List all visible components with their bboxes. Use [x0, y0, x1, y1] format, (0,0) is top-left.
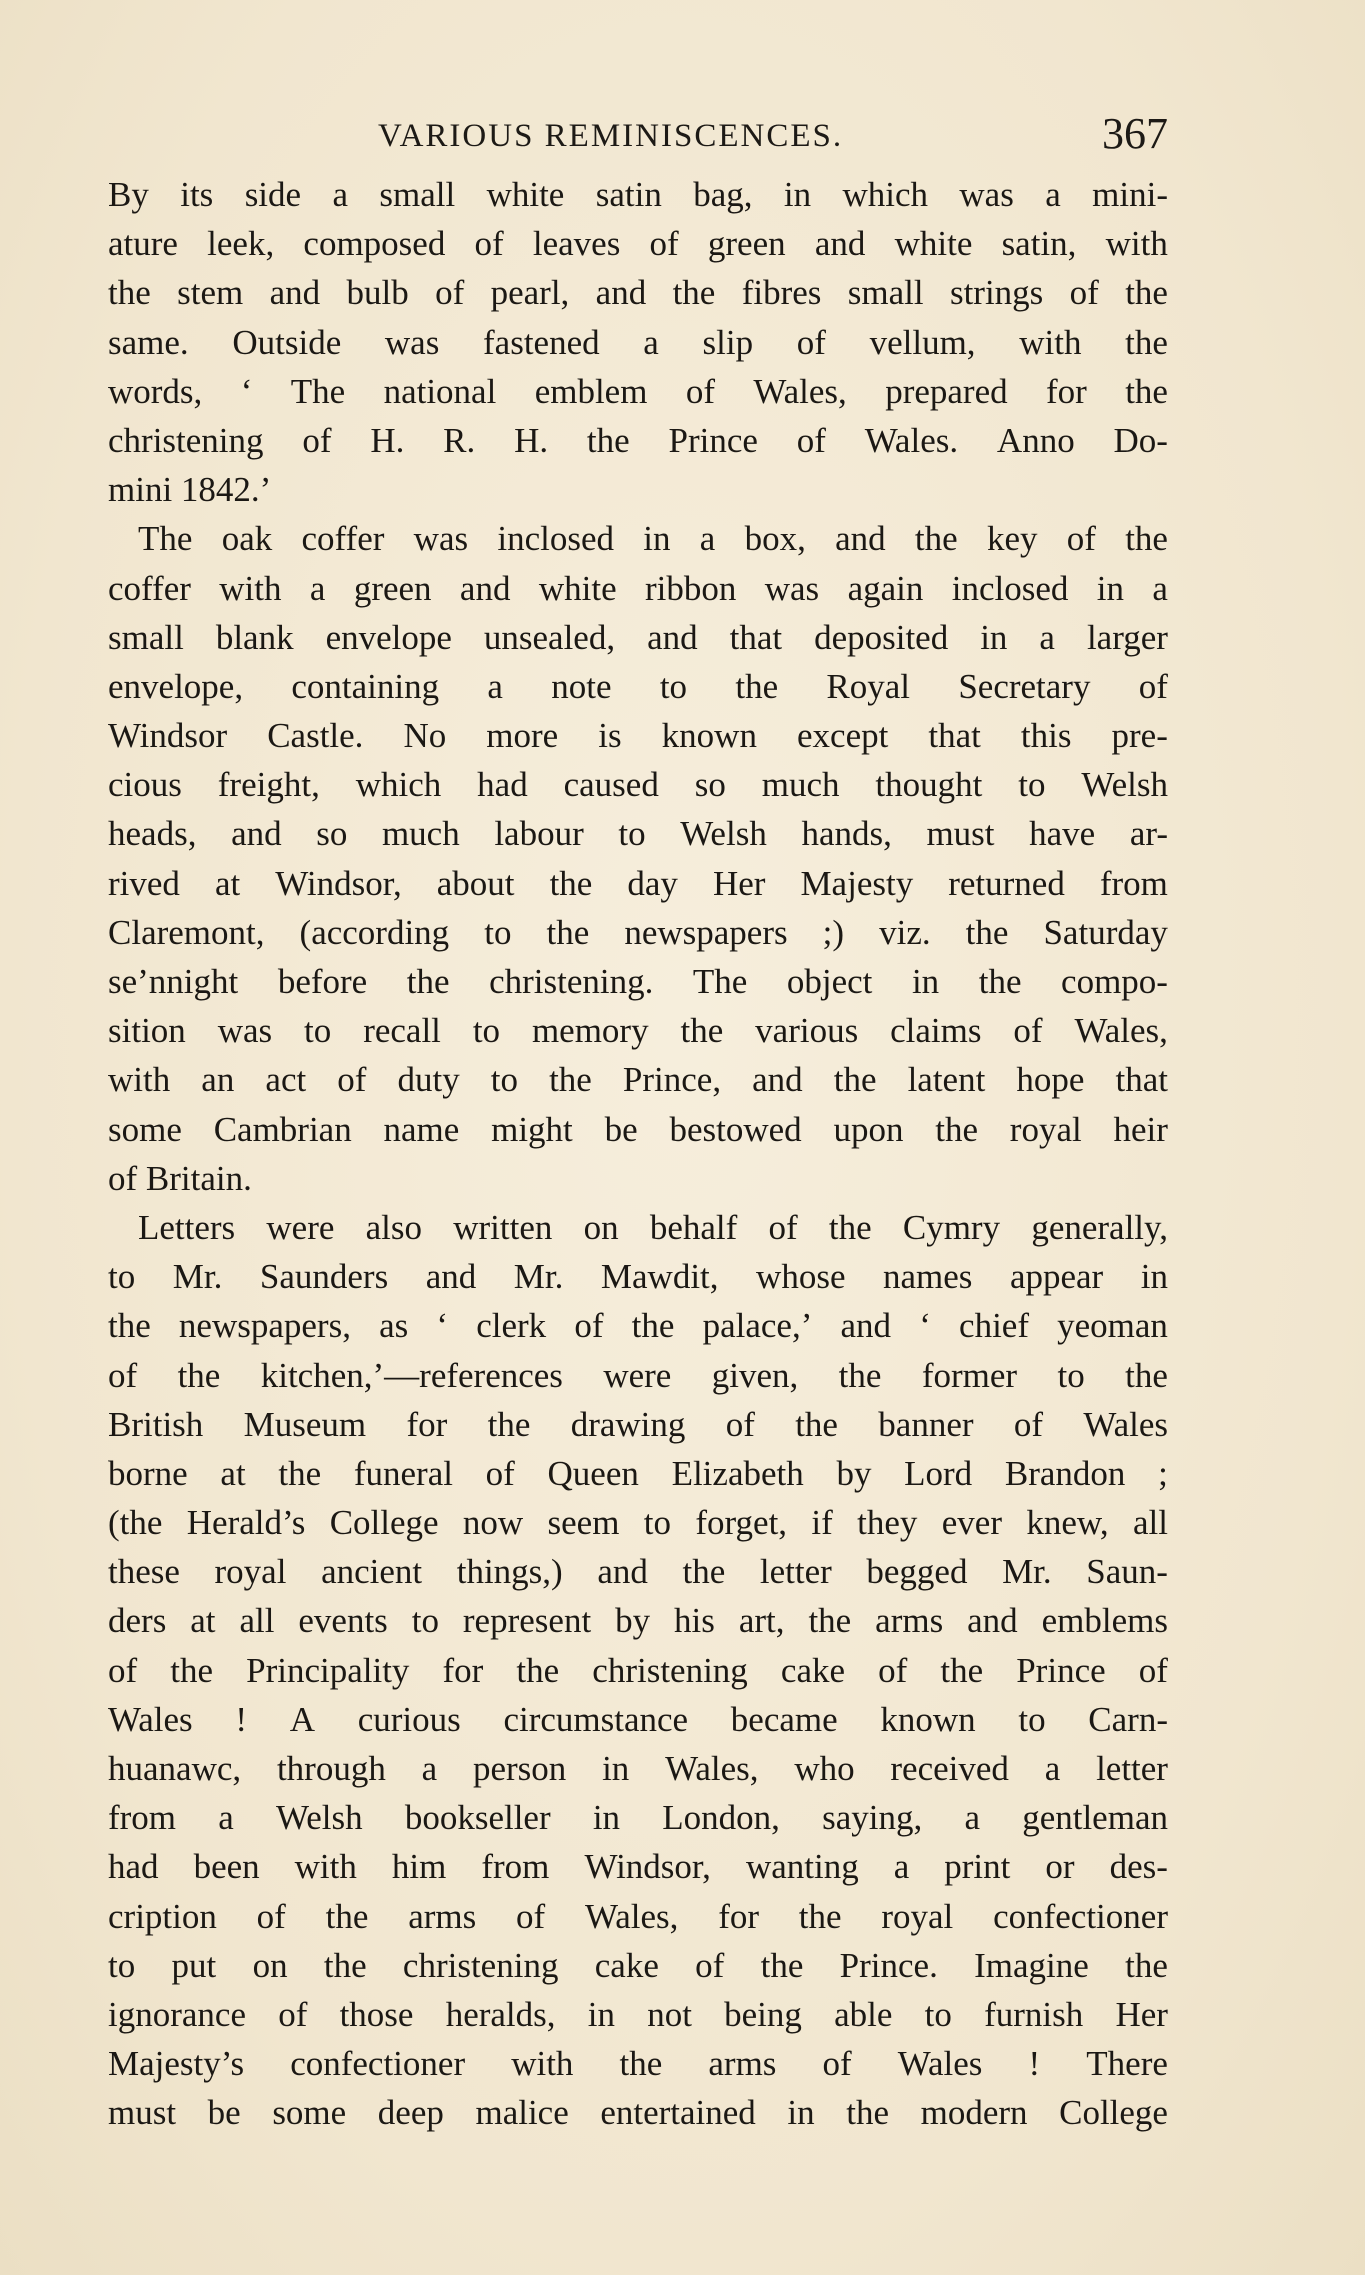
text-line: (the Herald’s College now seem to forget, if they ever knew, all	[108, 1503, 1168, 1543]
text-line: borne at the funeral of Queen Elizabeth by Lord Brandon ;	[108, 1453, 1168, 1493]
text-line: had been with him from Windsor, wanting a print or des-	[108, 1847, 1168, 1887]
text-line: cription of the arms of Wales, for the royal confectioner	[108, 1896, 1168, 1936]
text-line: ature leek, composed of leaves of green and white satin, with	[108, 224, 1168, 264]
text-line: huanawc, through a person in Wales, who received a letter	[108, 1749, 1168, 1788]
text-line: to Mr. Saunders and Mr. Mawdit, whose names appear in	[108, 1257, 1168, 1297]
text-line: envelope, containing a note to the Royal Secretary of	[108, 666, 1168, 706]
text-line: British Museum for the drawing of the banner of Wales	[108, 1404, 1168, 1444]
body-text	[108, 170, 1168, 2138]
text-line: from a Welsh bookseller in London, saying, a gentleman	[108, 1798, 1168, 1838]
text-line: Wales ! A curious circumstance became known to Carn-	[108, 1699, 1168, 1739]
text-line: christening of H. R. H. the Prince of Wales. Anno Do-	[108, 420, 1168, 460]
text-line: cious freight, which had caused so much thought to Welsh	[108, 765, 1168, 805]
text-line: mini 1842.’	[108, 470, 272, 510]
running-head	[108, 108, 1168, 168]
text-line: of the kitchen,’—references were given, the former to the	[108, 1355, 1168, 1395]
text-line: of the Principality for the christening cake of the Prince of	[108, 1650, 1168, 1690]
text-line: By its side a small white satin bag, in which was a mini-	[108, 175, 1168, 214]
text-line: words, ‘ The national emblem of Wales, prepared for the	[108, 371, 1168, 411]
text-line: heads, and so much labour to Welsh hands, must have ar-	[108, 814, 1168, 854]
text-line: Majesty’s confectioner with the arms of Wales ! There	[108, 2044, 1168, 2084]
text-line: the stem and bulb of pearl, and the fibres small strings of the	[108, 273, 1168, 313]
text-line: with an act of duty to the Prince, and the latent hope that	[108, 1060, 1168, 1100]
text-line: the newspapers, as ‘ clerk of the palace,’ and ‘ chief yeoman	[108, 1306, 1168, 1346]
text-line: some Cambrian name might be bestowed upon the royal heir	[108, 1109, 1168, 1149]
text-line: to put on the christening cake of the Prince. Imagine the	[108, 1945, 1168, 1985]
text-line: coffer with a green and white ribbon was again inclosed in a	[108, 568, 1168, 608]
text-line: same. Outside was fastened a slip of vellum, with the	[108, 322, 1168, 362]
text-line: ders at all events to represent by his art, the arms and emblems	[108, 1601, 1168, 1641]
text-line: Claremont, (according to the newspapers ;) viz. the Saturday	[108, 912, 1168, 952]
text-line: Letters were also written on behalf of the Cymry generally,	[138, 1207, 1168, 1247]
text-line: rived at Windsor, about the day Her Majesty returned from	[108, 863, 1168, 903]
text-line: se’nnight before the christening. The object in the compo-	[108, 962, 1168, 1001]
text-line: small blank envelope unsealed, and that deposited in a larger	[108, 617, 1168, 657]
text-line: sition was to recall to memory the various claims of Wales,	[108, 1011, 1168, 1051]
page-number: 367	[1102, 109, 1168, 158]
running-title: VARIOUS REMINISCENCES.	[378, 118, 844, 154]
text-line: these royal ancient things,) and the letter begged Mr. Saun-	[108, 1552, 1168, 1592]
text-line: of Britain.	[108, 1158, 252, 1198]
text-line: must be some deep malice entertained in the modern College	[108, 2093, 1168, 2133]
text-line: The oak coffer was inclosed in a box, and the key of the	[138, 519, 1168, 559]
text-line: Windsor Castle. No more is known except that this pre-	[108, 716, 1168, 756]
text-line: ignorance of those heralds, in not being able to furnish Her	[108, 1994, 1168, 2034]
